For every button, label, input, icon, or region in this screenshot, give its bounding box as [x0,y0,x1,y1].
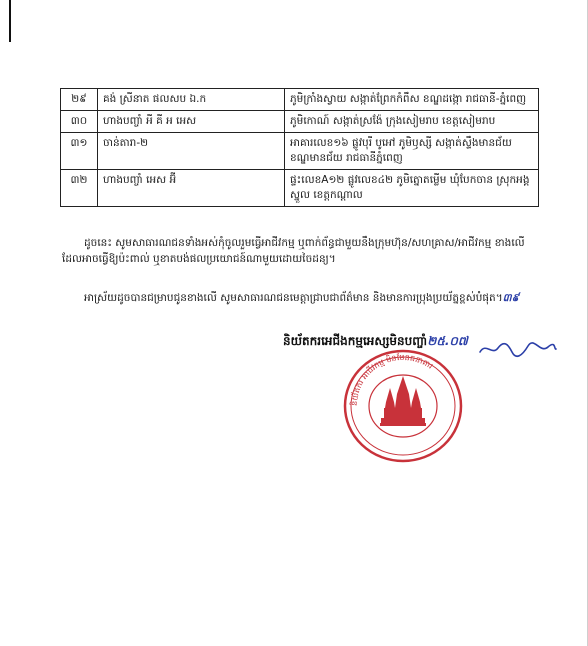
business-address: អាគារលេខ១៦ ផ្លូវបុរី បូអៅ ភូមិឫស្សី សង្កាត់ស្ទឹងមានជ័យ ខណ្ឌមានជ័យ រាជធានីភ្នំពេញ [285,133,539,170]
handwritten-date: ២៥.០៧ [427,334,468,348]
handwritten-number: ៣៩ [502,292,520,304]
business-list-table [60,88,539,207]
row-number: ៣០ [61,111,98,133]
signatory-title-text: និយ័តករអេជីងកម្មអេស្សមិនបញ្ចាំ [283,334,428,348]
official-seal [340,346,466,466]
table-row [61,170,539,207]
table-row [61,111,539,133]
business-name: គង់ ស្រីនាត ផលសប ឯ.ក [98,89,285,111]
closing-paragraph [62,290,540,306]
business-name: ហាងបញ្ចាំ អេស អ៊ី [98,170,285,207]
angkor-temple-icon [380,376,426,426]
warning-text: ដូចនេះ សូមសាធារណជនទាំងអស់កុំចូលរួមធ្វើអាជីវកម្ម ឬពាក់ព័ន្ធជាមួយនឹងក្រុមហ៊ុន/សហគ្រាស/អាជីវកម្ម ខាងលើដែលអាចធ្វើឱ្យប៉ះពាល់ ឬខាតបង់ផលប្រយោជន៍ណាមួយដោយចៃដន្យ។ [62,237,525,265]
row-number: ៣១ [61,133,98,170]
seal-text: និយ័តករ អាជីវកម្ម មិនមែនធនាគារ [349,352,435,407]
warning-paragraph [62,235,540,267]
row-number: ៣២ [61,170,98,207]
business-name: ចាន់តារា-២ [98,133,285,170]
business-address: ផ្ទះលេខA១២ ផ្លូវលេខ៤២ ភូមិត្នោតម្លើម ឃុំបែកចាន ស្រុកអង្គស្នួល ខេត្តកណ្ដាល [285,170,539,207]
business-address: ភូមិក្រាំងស្វាយ សង្កាត់ព្រែកកំពឹស ខណ្ឌដង្កោ រាជធានី-ភ្នំពេញ [285,89,539,111]
page-edge-line [9,0,11,42]
closing-text: អាស្រ័យដូចបានជម្រាបជូនខាងលើ សូមសាធារណជនមេត្តាជ្រាបជាព័ត៌មាន និងមានការប្រុងប្រយ័ត្នខ្ពស់បំផុត។ [84,292,503,304]
business-name: ហាងបញ្ចាំ អី គី អ អេស [98,111,285,133]
handwritten-signature [478,338,558,360]
table-row [61,89,539,111]
business-address: ភូមិកោណ៍ សង្កាត់ស្រង៉ែ ក្រុងសៀមរាប ខេត្តសៀមរាប [285,111,539,133]
row-number: ២៩ [61,89,98,111]
table-row [61,133,539,170]
